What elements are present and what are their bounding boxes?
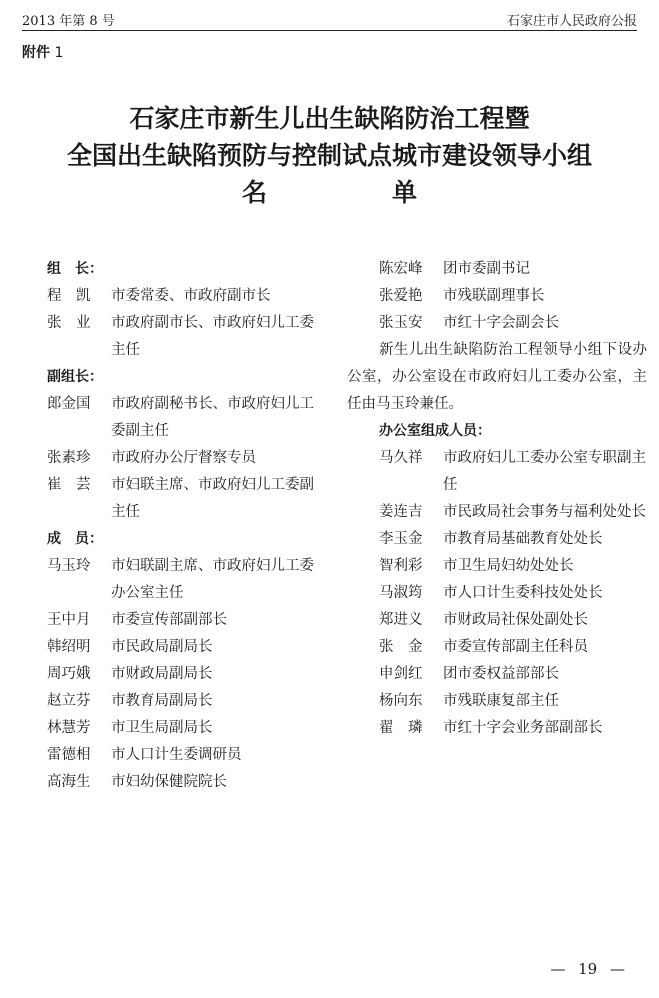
member-position: 市政府副秘书长、市政府妇儿工委副主任	[111, 396, 314, 439]
member-position: 市红十字会业务部副部长	[443, 720, 603, 736]
member-row	[347, 715, 647, 742]
page-number: 19	[578, 960, 598, 978]
member-row	[47, 310, 317, 364]
member-position: 市教育局副局长	[111, 693, 213, 709]
member-name: 杨向东	[379, 693, 423, 709]
member-row	[47, 742, 317, 769]
member-name: 张爱艳	[379, 288, 423, 304]
member-position: 市政府妇儿工委办公室专职副主任	[443, 450, 646, 493]
member-name: 马淑筠	[379, 585, 423, 601]
member-name: 张玉安	[379, 315, 423, 331]
member-position: 市财政局副局长	[111, 666, 213, 682]
publication-name: 石家庄市人民政府公报	[506, 14, 637, 29]
member-position: 市人口计生委调研员	[111, 747, 242, 763]
member-name: 郎金国	[47, 396, 91, 412]
member-position: 团市委权益部部长	[443, 666, 559, 682]
attachment-number: 1	[54, 45, 64, 61]
member-position: 市委宣传部副主任科员	[443, 639, 588, 655]
member-name: 高海生	[47, 774, 91, 790]
member-name: 韩绍明	[47, 639, 91, 655]
attachment-label	[22, 42, 63, 62]
member-row	[47, 769, 317, 796]
member-position: 市卫生局妇幼处处长	[443, 558, 574, 574]
member-name: 李玉金	[379, 531, 423, 547]
member-name: 赵立芬	[47, 693, 91, 709]
title-line-2: 全国出生缺陷预防与控制试点城市建设领导小组	[66, 141, 592, 170]
member-position: 市委常委、市政府副市长	[111, 288, 271, 304]
member-name: 雷德相	[47, 747, 91, 763]
member-row	[47, 715, 317, 742]
member-row	[47, 634, 317, 661]
member-position: 市政府办公厅督察专员	[111, 450, 256, 466]
member-row	[347, 607, 647, 634]
member-row	[347, 445, 647, 499]
footer-dash-left: —	[550, 960, 566, 978]
member-row	[347, 661, 647, 688]
member-name: 程 凯	[47, 288, 91, 304]
member-row	[347, 310, 647, 337]
member-row	[47, 688, 317, 715]
member-position: 市人口计生委科技处处长	[443, 585, 603, 601]
member-row	[47, 445, 317, 472]
member-position: 市残联副理事长	[443, 288, 545, 304]
member-row	[47, 607, 317, 634]
document-title	[0, 100, 659, 211]
member-row	[47, 661, 317, 688]
attachment-text: 附件	[22, 45, 50, 61]
left-column	[47, 256, 317, 796]
member-name: 张素珍	[47, 450, 91, 466]
section-heading: 副组长：	[47, 369, 103, 385]
member-position: 市财政局社保处副处长	[443, 612, 588, 628]
member-row	[347, 526, 647, 553]
member-row	[347, 634, 647, 661]
member-position: 市卫生局副局长	[111, 720, 213, 736]
page-footer	[546, 960, 629, 978]
member-position: 团市委副书记	[443, 261, 530, 277]
member-name: 智利彩	[379, 558, 423, 574]
member-name: 张 金	[379, 639, 423, 655]
member-name: 姜连吉	[379, 504, 423, 520]
section-heading: 组 长：	[47, 261, 103, 277]
member-row	[347, 499, 647, 526]
member-position: 市红十字会副会长	[443, 315, 559, 331]
member-name: 申剑红	[379, 666, 423, 682]
footer-dash-right: —	[610, 960, 625, 978]
page-header	[22, 8, 637, 28]
member-name: 林慧芳	[47, 720, 91, 736]
header-rule	[22, 30, 637, 31]
member-name: 周巧娥	[47, 666, 91, 682]
member-row	[47, 391, 317, 445]
member-name: 陈宏峰	[379, 261, 423, 277]
member-name: 马玉玲	[47, 558, 91, 574]
member-name: 张 业	[47, 315, 91, 331]
member-position: 市民政局副局长	[111, 639, 213, 655]
member-position: 市政府副市长、市政府妇儿工委主任	[111, 315, 314, 358]
member-name: 翟 璘	[379, 720, 423, 736]
office-note: 新生儿出生缺陷防治工程领导小组下设办公室，办公室设在市政府妇儿工委办公室，主任由马玉玲兼任。	[347, 342, 647, 412]
member-name: 郑进义	[379, 612, 423, 628]
member-row	[347, 283, 647, 310]
member-name: 王中月	[47, 612, 91, 628]
member-position: 市妇联主席、市政府妇儿工委副主任	[111, 477, 314, 520]
member-row	[47, 283, 317, 310]
issue-label: 2013 年第 8 号	[22, 14, 115, 29]
member-row	[347, 580, 647, 607]
member-row	[347, 553, 647, 580]
member-position: 市残联康复部主任	[443, 693, 559, 709]
section-heading: 成 员：	[47, 531, 103, 547]
member-row	[47, 553, 317, 607]
member-position: 市教育局基础教育处处长	[443, 531, 603, 547]
member-name: 崔 芸	[47, 477, 91, 493]
right-column	[347, 256, 647, 742]
title-line-1: 石家庄市新生儿出生缺陷防治工程暨	[129, 104, 530, 133]
member-position: 市妇幼保健院院长	[111, 774, 227, 790]
member-position: 市妇联副主席、市政府妇儿工委办公室主任	[111, 558, 314, 601]
section-heading: 办公室组成人员：	[379, 423, 491, 439]
member-row	[347, 256, 647, 283]
member-row	[347, 688, 647, 715]
member-position: 市委宣传部副部长	[111, 612, 227, 628]
title-line-3: 名 单	[241, 178, 417, 207]
member-name: 马久祥	[379, 450, 423, 466]
member-position: 市民政局社会事务与福利处处长	[443, 504, 646, 520]
member-row	[47, 472, 317, 526]
